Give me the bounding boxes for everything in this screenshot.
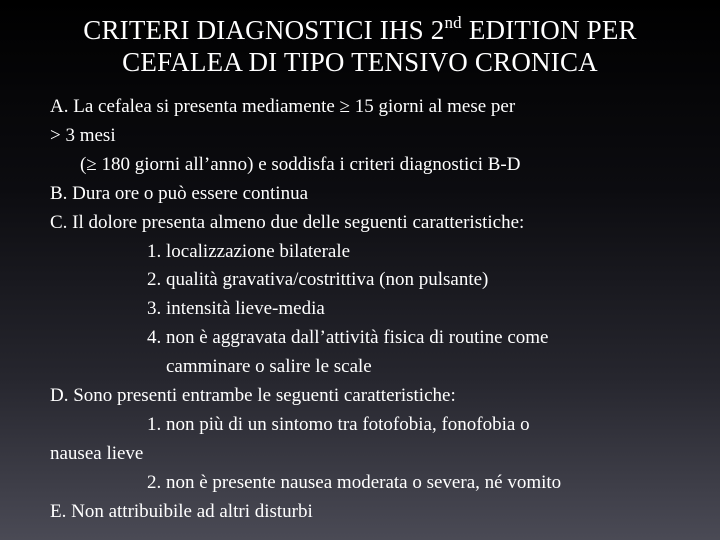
criterion-e: E. Non attribuibile ad altri disturbi <box>50 500 313 522</box>
criterion-a-line3: (≥ 180 giorni all’anno) e soddisfa i criteri diagnostici B-D <box>80 153 521 175</box>
criterion-c-item4-line2: camminare o salire le scale <box>166 356 372 378</box>
title-line1 <box>83 15 637 45</box>
criterion-c-item1: 1. localizzazione bilaterale <box>147 240 351 262</box>
criterion-c: C. Il dolore presenta almeno due delle seguenti caratteristiche: <box>50 211 525 233</box>
criterion-d-item1-line1: 1. non più di un sintomo tra fotofobia, fonofobia o <box>147 413 530 435</box>
criterion-c-item3: 3. intensità lieve-media <box>147 298 325 320</box>
criterion-d: D. Sono presenti entrambe le seguenti caratteristiche: <box>50 385 456 407</box>
criterion-d-item2: 2. non è presente nausea moderata o severa, né vomito <box>147 471 562 493</box>
criterion-c-item4-line1: 4. non è aggravata dall’attività fisica di routine come <box>147 327 549 349</box>
title-line1-start: CRITERI DIAGNOSTICI IHS 2 <box>83 15 445 45</box>
criterion-a-line2: > 3 mesi <box>50 124 116 146</box>
title-superscript: nd <box>444 13 462 32</box>
criterion-d-item1-line2: nausea lieve <box>50 442 144 464</box>
criteria-body <box>50 93 710 527</box>
criterion-a-line1: A. La cefalea si presenta mediamente ≥ 15 giorni al mese per <box>50 96 516 117</box>
title-line1-end: EDITION PER <box>461 15 637 45</box>
title-line2: CEFALEA DI TIPO TENSIVO CRONICA <box>122 47 598 78</box>
slide-title <box>0 14 720 79</box>
criterion-b: B. Dura ore o può essere continua <box>50 182 309 204</box>
criterion-c-item2: 2. qualità gravativa/costrittiva (non pulsante) <box>147 269 489 291</box>
